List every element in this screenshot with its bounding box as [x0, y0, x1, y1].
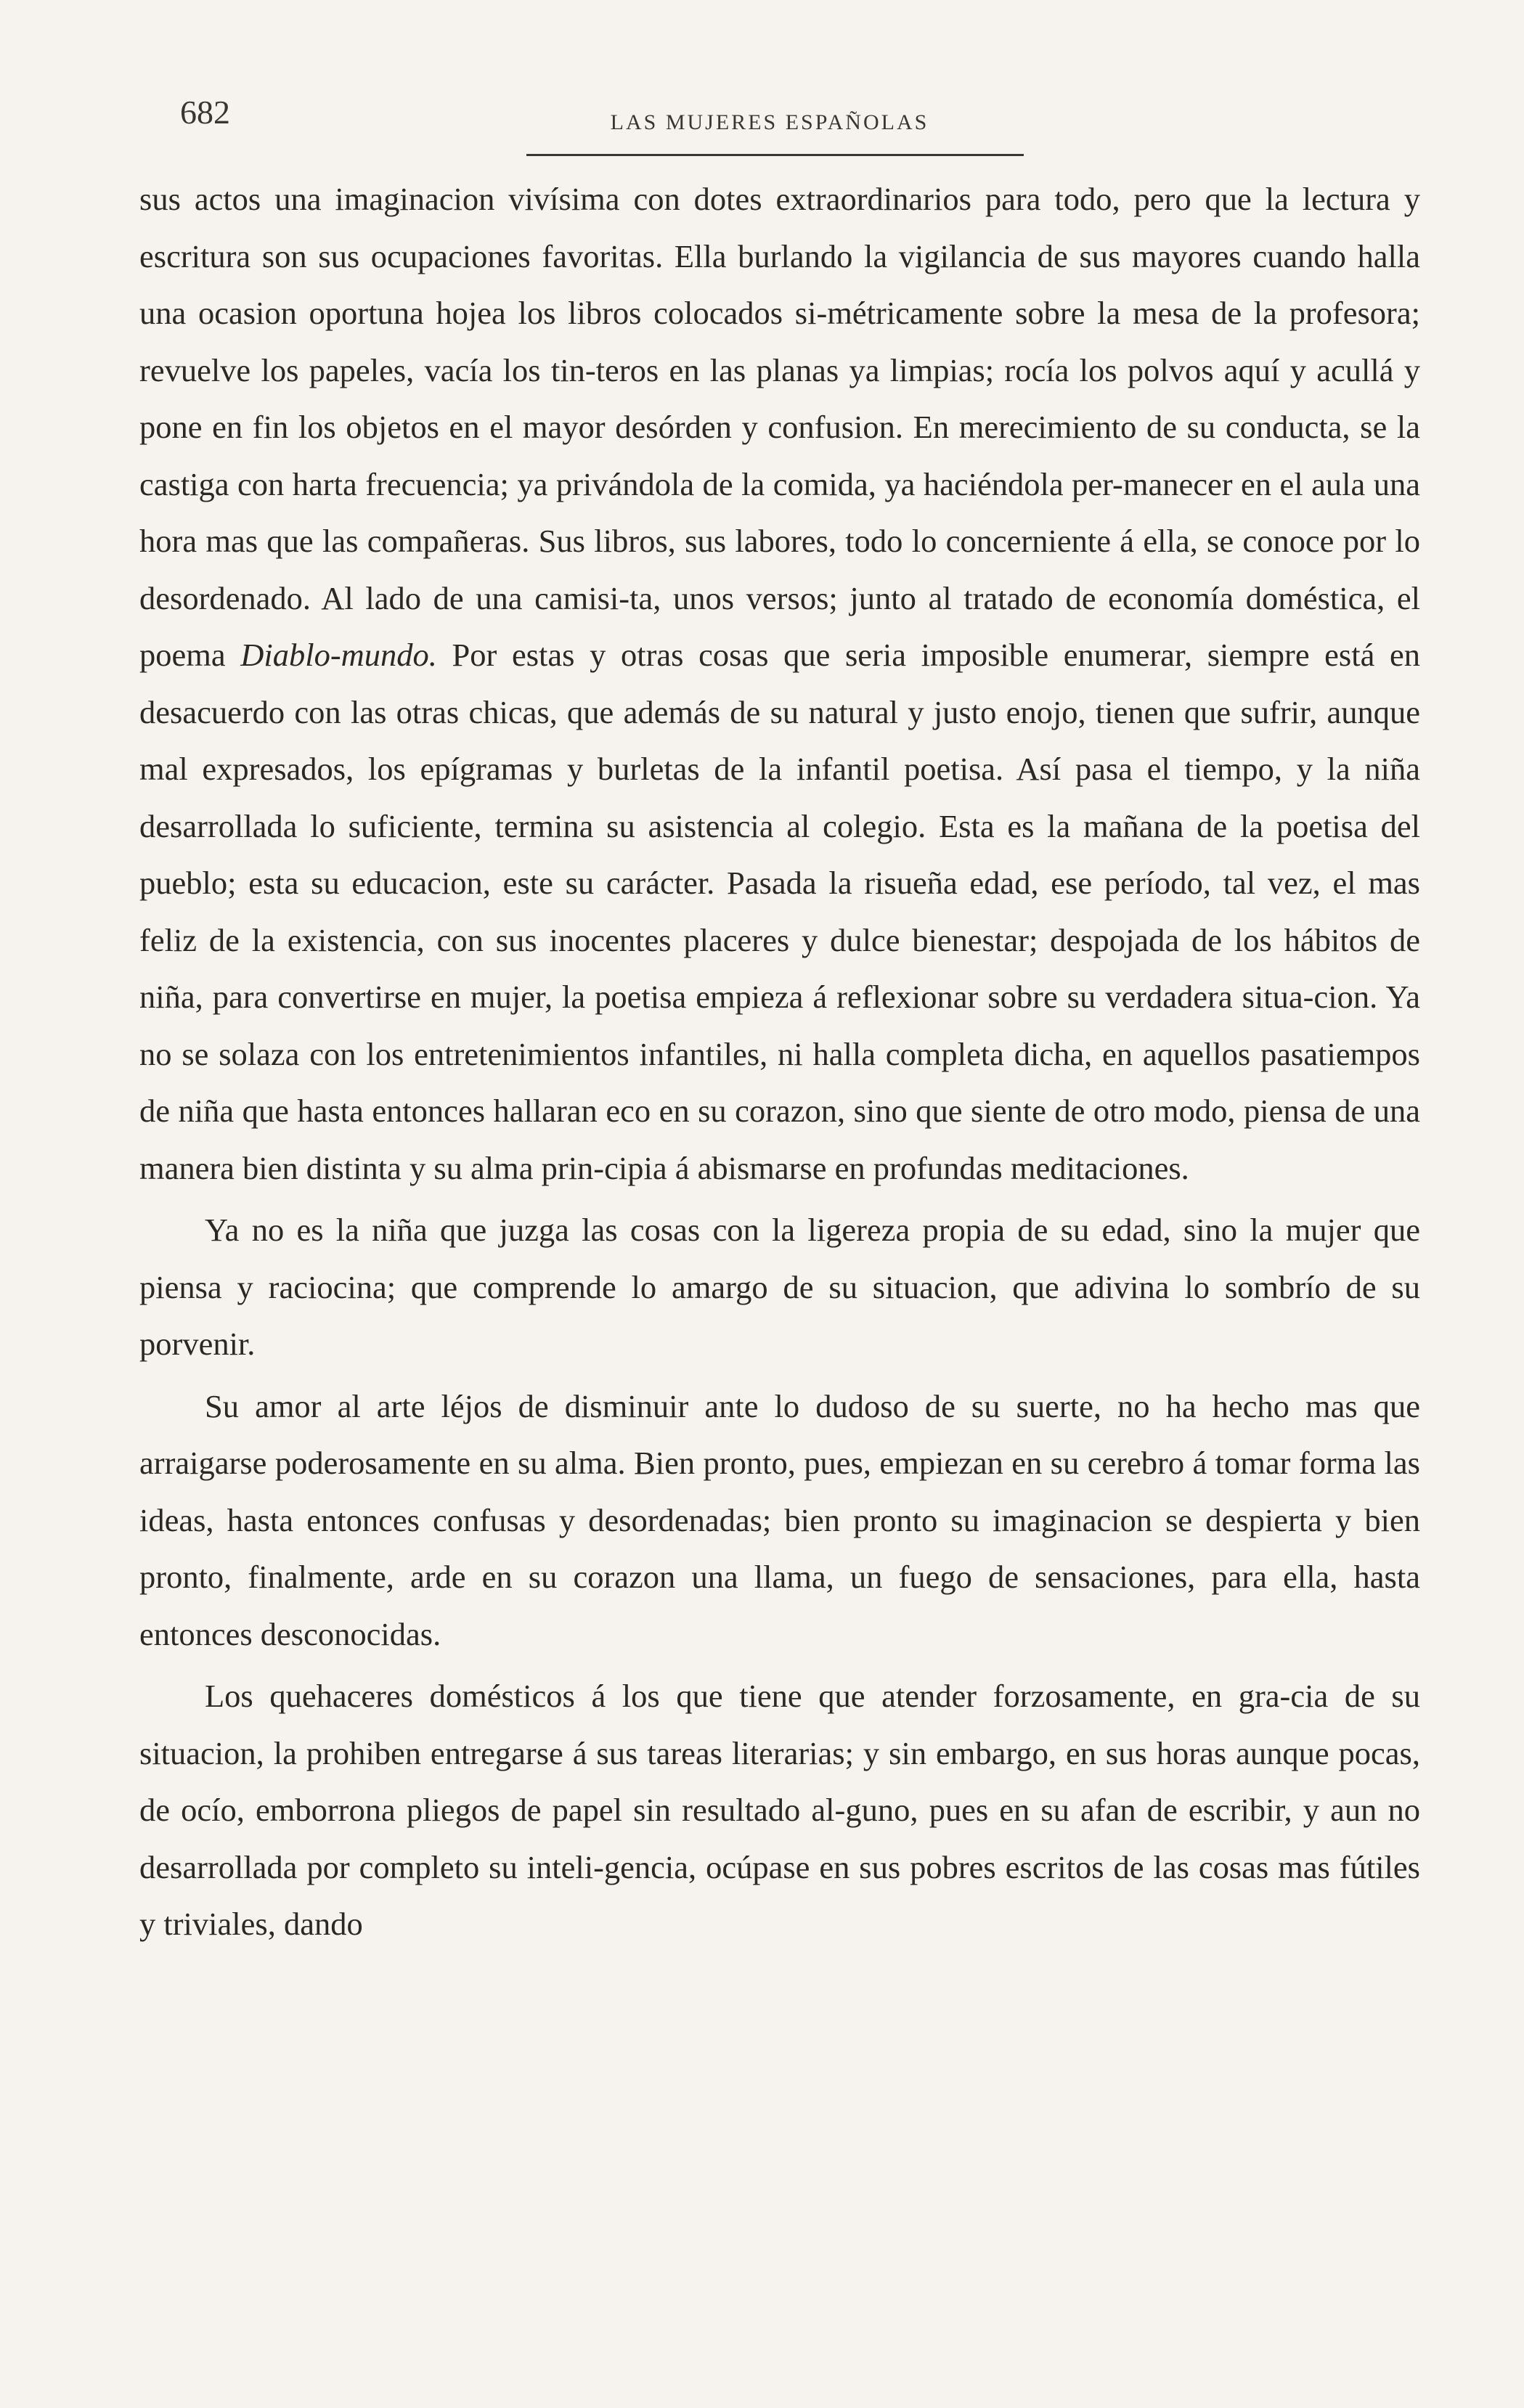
page-number: 682 — [180, 94, 230, 131]
paragraph-1 — [139, 171, 1420, 1196]
running-title: LAS MUJERES ESPAÑOLAS — [610, 110, 929, 134]
header-rule — [526, 154, 1024, 156]
body-text — [139, 171, 1420, 1953]
paragraph-3: Su amor al arte léjos de disminuir ante lo dudoso de su suerte, no ha hecho mas que arraigarse poderosamente en su alma. Bien pronto, pues, empiezan en su cerebro á tomar forma las ideas, hasta entonces confusas y desordenadas; bien pronto su imaginacion se despierta y bien pronto, finalmente, arde en su corazon una llama, un fuego de sensaciones, para ella, hasta entonces desconocidas. — [139, 1387, 1420, 1652]
paragraph-2: Ya no es la niña que juzga las cosas con la ligereza propia de su edad, sino la mujer que piensa y raciocina; que comprende lo amargo de su situacion, que adivina lo sombrío de su porvenir. — [139, 1212, 1420, 1362]
poem-title: Diablo-mundo. — [240, 637, 437, 673]
paragraph-1-text-after: Por estas y otras cosas que seria imposible enumerar, siempre está en desacuerdo con las otras chicas, que además de su natural y justo enojo, tienen que sufrir, aunque mal expresados, los epígramas y burletas de la infantil poetisa. Así pasa el tiempo, y la niña desarrollada lo suficiente, termina su asistencia al colegio. Esta es la mañana de la poetisa del pueblo; esta su educacion, este su carácter. Pasada la risueña edad, ese período, tal vez, el mas feliz de la existencia, con sus inocentes placeres y dulce bienestar; despojada de los hábitos de niña, para convertirse en mujer, la poetisa empieza á reflexionar sobre su verdadera situa-cion. Ya no se solaza con los entretenimientos infantiles, ni halla completa dicha, en aquellos pasatiempos de niña que hasta entonces hallaran eco en su corazon, sino que siente de otro modo, piensa de una manera bien distinta y su alma prin-cipia á abismarse en profundas meditaciones. — [139, 637, 1420, 1186]
paragraph-1-text-before: sus actos una imaginacion vivísima con dotes extraordinarios para todo, pero que la lectura y escritura son sus ocupaciones favoritas. Ella burlando la vigilancia de sus mayores cuando halla una ocasion oportuna hojea los libros colocados si-métricamente sobre la mesa de la profesora; revuelve los papeles, vacía los tin-teros en las planas ya limpias; rocía los polvos aquí y acullá y pone en fin los objetos en el mayor desórden y confusion. En merecimiento de su conducta, se la castiga con harta frecuencia; ya privándola de la comida, ya haciéndola per-manecer en el aula una hora mas que las compañeras. Sus libros, sus labores, todo lo concerniente á ella, se conoce por lo desordenado. Al lado de una camisi-ta, unos versos; junto al tratado de economía doméstica, el poema — [139, 181, 1420, 673]
paragraph-4: Los quehaceres domésticos á los que tiene que atender forzosamente, en gra-cia de su situacion, la prohiben entregarse á sus tareas literarias; y sin embargo, en sus horas aunque pocas, de ocío, emborrona pliegos de papel sin resultado al-guno, pues en su afan de escribir, y aun no desarrollada por completo su inteli-gencia, ocúpase en sus pobres escritos de las cosas mas fútiles y triviales, dando — [139, 1678, 1420, 1942]
